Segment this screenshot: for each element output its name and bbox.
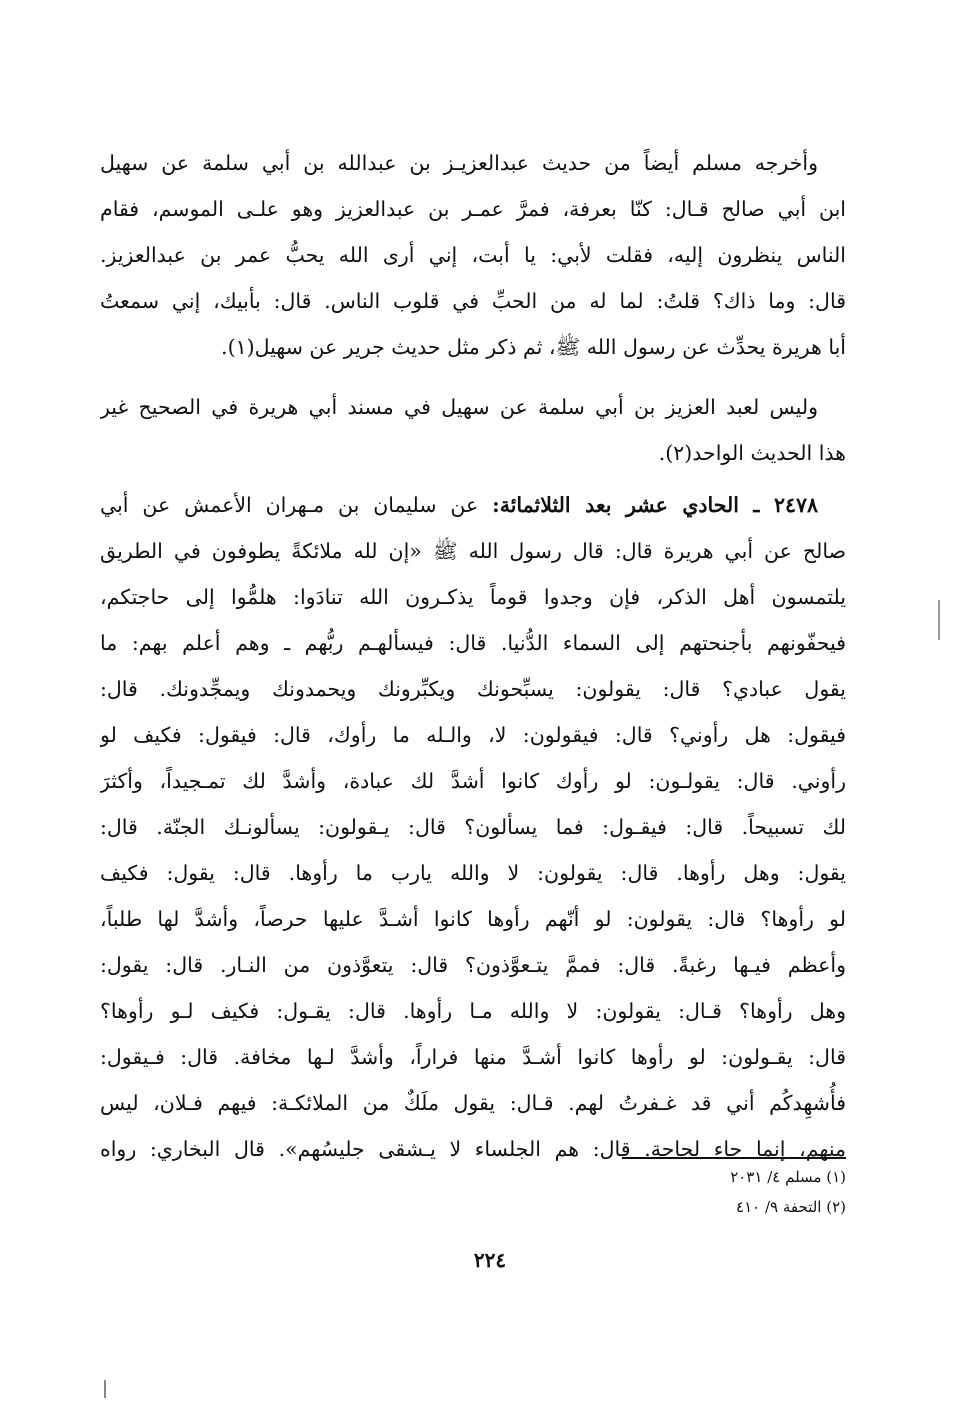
text-line: فيقول: هل رأوني؟ قال: فيقولون: لا، والـله ما رأوك، قال: فيقول: فكيف لو — [100, 723, 846, 747]
text-line: قال: وما ذاك؟ قلتُ: لما له من الحبِّ في قلوب الناس. قال: بأبيك، إني سمعتُ — [100, 289, 846, 313]
text-line: أبا هريرة يحدِّث عن رسول الله ﷺ، ثم ذكر مثل حديث جرير عن سهيل(١). — [221, 335, 846, 359]
text-line: الناس ينظرون إليه، فقلت لأبي: يا أبت، إني أرى الله يحبُّ عمر بن عبدالعزيز. — [100, 243, 846, 267]
scan-margin-mark — [938, 600, 940, 640]
footnote-divider — [622, 1157, 846, 1159]
text-line: ابن أبي صالح قـال: كنّا بعرفة، فمرَّ عمـر بن عبدالعزيز وهو علـى الموسم، فقام — [100, 197, 846, 221]
text-line: وأخرجه مسلم أيضاً من حديث عبدالعزيـز بن عبدالله بن أبي سلمة عن سهيل — [100, 151, 818, 175]
text-line: لو رأوها؟ قال: يقولون: لو أنّهم رأوها كانوا أشـدَّ عليها حرصاً، وأشدَّ لها طلباً، — [100, 907, 846, 931]
footnote-2: (٢) التحفة ٩/ ٤١٠ — [736, 1198, 846, 1216]
text-line: رأوني. قال: يقولـون: لو رأوك كانوا أشدَّ لك عبادة، وأشدَّ لك تمـجيداً، وأكثرَ — [100, 769, 846, 793]
paragraph-2 — [100, 384, 846, 476]
text-line: منهم، إنما جاء لحاجة. قال: هم الجلساء لا يـشقى جليسُهم». قال البخاري: رواه — [100, 1137, 846, 1161]
text-line: صالح عن أبي هريرة قال: قال رسول الله ﷺ «إن لله ملائكةً يطوفون في الطريق — [100, 539, 846, 563]
text-line: فيحفّونهم بأجنحتهم إلى السماء الدُّنيا. قال: فيسألهـم ربُّهم ـ وهم أعلم بهم: ما — [100, 631, 846, 655]
hadith-number: ٢٤٧٨ ـ الحادي عشر بعد الثلاثمائة: — [492, 493, 818, 517]
scan-margin-mark — [104, 1380, 106, 1398]
footnote-1: (١) مسلم ٤/ ٢٠٣١ — [730, 1168, 846, 1186]
text-line: وهل رأوها؟ قـال: يقولون: لا والله مـا رأوها. قال: يقـول: فكيف لـو رأوها؟ — [100, 999, 846, 1023]
hadith-heading-line — [100, 482, 846, 528]
text-line: وليس لعبد العزيز بن أبي سلمة عن سهيل في مسند أبي هريرة في الصحيح غير — [100, 395, 818, 419]
text-line: يقول عبادي؟ قال: يقولون: يسبِّحونك ويكبِّرونك ويحمدونك ويمجِّدونك. قال: — [100, 677, 846, 701]
text-line: يلتمسون أهل الذكر، فإن وجدوا قوماً يذكـرون الله تنادَوا: هلمُّوا إلى حاجتكم، — [100, 585, 846, 609]
text-line: يقول: وهل رأوها. قال: يقولون: لا والله يارب ما رأوها. قال: يقول: فكيف — [100, 861, 846, 885]
paragraph-hadith-2478 — [100, 482, 846, 1172]
text-line: هذا الحديث الواحد(٢). — [658, 441, 846, 465]
text-line: قال: يقـولون: لو رأوها كانوا أشـدَّ منها فراراً، وأشدَّ لـها مخافة. قال: فـيقول: — [100, 1045, 846, 1069]
hadith-heading-rest: عن سليمان بن مـهران الأعمش عن أبي — [100, 493, 479, 517]
paragraph-1 — [100, 140, 846, 370]
text-line: فأُشهِدكُم أني قد غـفرتُ لهم. قـال: يقول ملَكٌ من الملائكـة: فيهم فـلان، ليس — [100, 1091, 846, 1115]
text-line: وأعظم فيـها رغبةً. قال: فممَّ يتـعوَّذون؟ قال: يتعوَّذون من النـار. قال: يقول: — [100, 953, 846, 977]
text-line: لك تسبيحاً. قال: فيقـول: فما يسألون؟ قال: يـقولون: يسألونـك الجنّة. قال: — [100, 815, 846, 839]
footnotes — [500, 1162, 846, 1222]
page-number: ٢٢٤ — [473, 1248, 507, 1272]
